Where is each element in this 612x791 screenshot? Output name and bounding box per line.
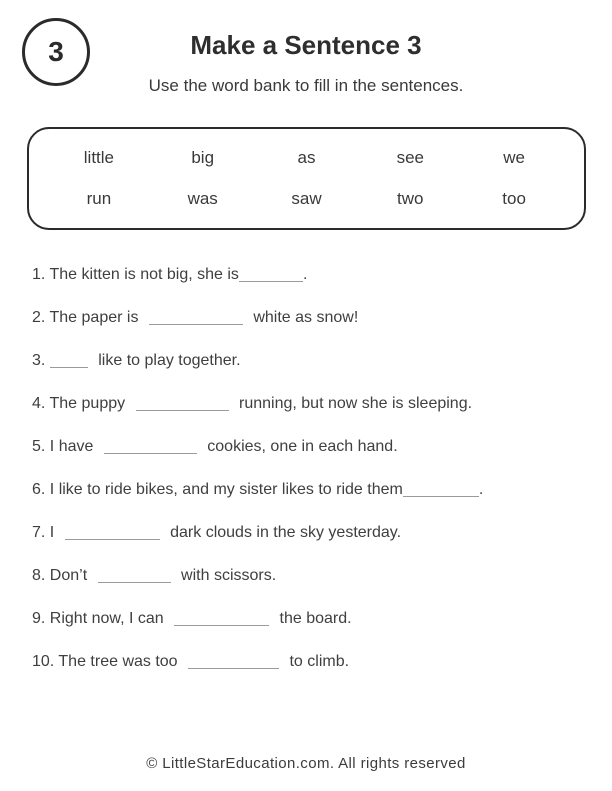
sentence-number: 6. — [32, 481, 50, 498]
sentence-text: to climb. — [285, 653, 350, 670]
sentence-item — [32, 609, 602, 628]
sentence-item — [32, 566, 602, 585]
sentence-number: 7. — [32, 524, 50, 541]
sentence-text: The tree was too — [58, 653, 183, 670]
fill-in-blank[interactable] — [65, 527, 160, 540]
page-number-badge — [22, 18, 90, 86]
sentence-item — [32, 265, 602, 284]
sentence-text: white as snow! — [248, 309, 359, 326]
fill-in-blank[interactable] — [403, 484, 479, 497]
sentence-text: The puppy — [49, 395, 130, 412]
sentence-list — [0, 265, 612, 671]
word-bank-word: we — [503, 147, 525, 167]
sentence-item — [32, 480, 602, 499]
sentence-text: the board. — [275, 610, 352, 627]
word-bank-word: saw — [291, 189, 322, 209]
sentence-text: I like to ride bikes, and my sister likes to ride them — [49, 481, 403, 498]
sentence-number: 3. — [32, 352, 50, 369]
fill-in-blank[interactable] — [104, 441, 197, 454]
page-title: Make a Sentence 3 — [190, 30, 422, 60]
fill-in-blank[interactable] — [98, 570, 171, 583]
page-number: 3 — [48, 36, 64, 67]
sentence-text: Right now, I can — [49, 610, 169, 627]
word-bank-word: see — [396, 147, 424, 167]
word-bank-word: big — [191, 147, 215, 167]
sentence-text: Don’t — [49, 567, 92, 584]
fill-in-blank[interactable] — [50, 355, 88, 368]
sentence-text: The paper is — [49, 309, 143, 326]
fill-in-blank[interactable] — [149, 312, 243, 325]
sentence-number: 5. — [32, 438, 50, 455]
word-bank-word: was — [187, 189, 218, 209]
sentence-number: 2. — [32, 309, 50, 326]
sentence-text: running, but now she is sleeping. — [234, 395, 473, 412]
sentence-item — [32, 652, 602, 671]
sentence-text: . — [478, 481, 484, 498]
sentence-text: cookies, one in each hand. — [202, 438, 398, 455]
sentence-number: 10. — [32, 653, 59, 670]
sentence-number: 8. — [32, 567, 50, 584]
sentence-text: dark clouds in the sky yesterday. — [165, 524, 402, 541]
sentence-number: 1. — [32, 266, 50, 283]
sentence-text: I — [49, 524, 59, 541]
sentence-number: 9. — [32, 610, 50, 627]
sentence-item — [32, 394, 602, 413]
sentence-item — [32, 308, 602, 327]
word-bank-word: two — [397, 189, 424, 209]
word-bank-word: little — [83, 147, 115, 167]
sentence-item — [32, 437, 602, 456]
word-bank — [27, 127, 586, 230]
fill-in-blank[interactable] — [174, 613, 269, 626]
sentence-text: The kitten is not big, she is — [49, 266, 239, 283]
fill-in-blank[interactable] — [239, 269, 303, 282]
sentence-text: . — [302, 266, 308, 283]
sentence-text: with scissors. — [176, 567, 277, 584]
sentence-text: like to play together. — [93, 352, 241, 369]
word-bank-word: as — [297, 147, 316, 167]
fill-in-blank[interactable] — [188, 656, 279, 669]
worksheet-header — [0, 0, 612, 96]
sentence-item — [32, 351, 602, 370]
word-bank-word: too — [502, 189, 526, 209]
sentence-text: I have — [49, 438, 98, 455]
instructions-text: Use the word bank to fill in the sentences. — [148, 76, 464, 95]
fill-in-blank[interactable] — [136, 398, 229, 411]
sentence-number: 4. — [32, 395, 50, 412]
copyright-footer: © LittleStarEducation.com. All rights reserved — [146, 755, 466, 772]
word-bank-word: run — [86, 189, 112, 209]
sentence-item — [32, 523, 602, 542]
